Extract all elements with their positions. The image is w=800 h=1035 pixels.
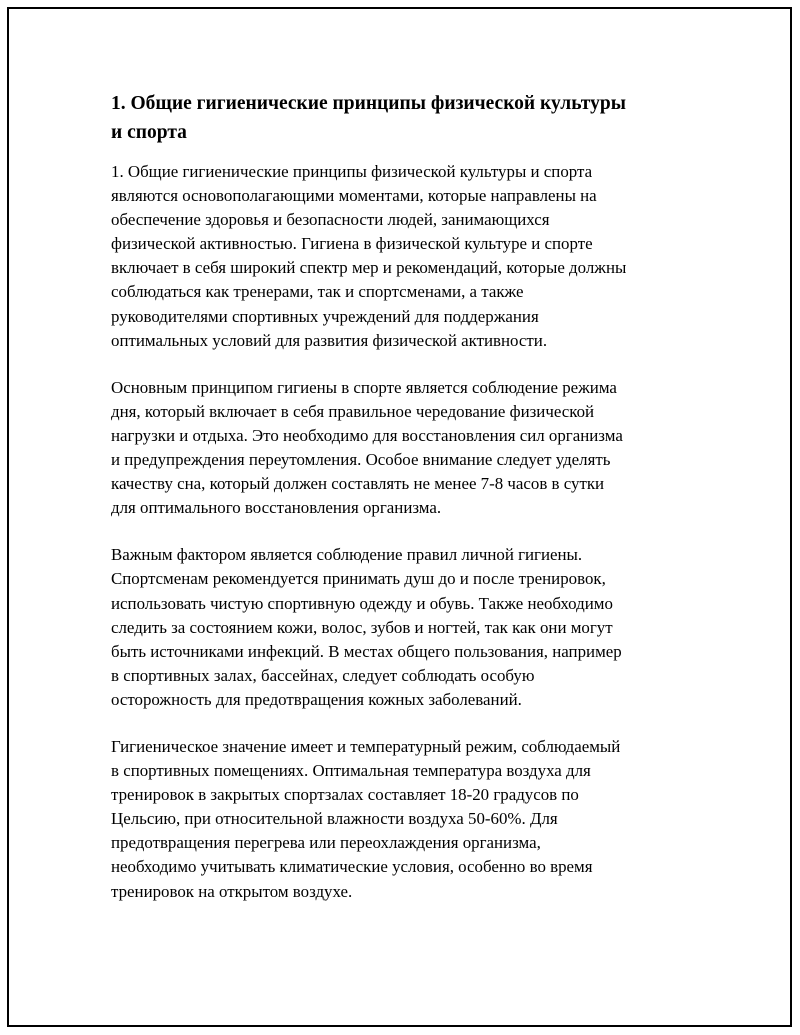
text-line: в спортивных залах, бассейнах, следует соблюдать особую — [111, 665, 535, 685]
paragraph-intro — [111, 160, 691, 353]
text-line: оптимальных условий для развития физической активности. — [111, 330, 548, 350]
text-line: необходимо учитывать климатические условия, особенно во время — [111, 857, 593, 877]
text-line: Важным фактором является соблюдение правил личной гигиены. — [111, 545, 583, 565]
text-line: следить за состоянием кожи, волос, зубов и ногтей, так как они могут — [111, 617, 613, 637]
text-line: соблюдаться как тренерами, так и спортсменами, а также — [111, 282, 524, 302]
text-line: в спортивных помещениях. Оптимальная температура воздуха для — [111, 761, 591, 781]
text-line: 1. Общие гигиенические принципы физической культуры и спорта — [111, 162, 593, 181]
text-line: и предупреждения переутомления. Особое внимание следует уделять — [111, 450, 611, 470]
title-line: 1. Общие гигиенические принципы физической культуры — [111, 93, 626, 114]
paragraph-personal-hygiene — [111, 543, 691, 712]
text-line: Гигиеническое значение имеет и температурный режим, соблюдаемый — [111, 736, 621, 756]
text-line: тренировок на открытом воздухе. — [111, 881, 353, 901]
paragraph-daily-regime — [111, 376, 691, 521]
text-line: обеспечение здоровья и безопасности людей, занимающихся — [111, 210, 550, 230]
text-line: Цельсию, при относительной влажности воздуха 50-60%. Для — [111, 809, 558, 829]
document-title — [111, 89, 691, 147]
text-line: физической активностью. Гигиена в физической культуре и спорте — [111, 234, 593, 254]
text-line: Спортсменам рекомендуется принимать душ до и после тренировок, — [111, 569, 606, 589]
text-line: руководителями спортивных учреждений для поддержания — [111, 306, 539, 326]
text-line: тренировок в закрытых спортзалах составляет 18-20 градусов по — [111, 785, 579, 805]
text-line: Основным принципом гигиены в спорте является соблюдение режима — [111, 377, 617, 397]
text-line: быть источниками инфекций. В местах общего пользования, например — [111, 641, 622, 661]
text-line: качеству сна, который должен составлять не менее 7-8 часов в сутки — [111, 474, 605, 494]
text-line: предотвращения перегрева или переохлаждения организма, — [111, 833, 541, 853]
document-body — [111, 89, 691, 927]
text-line: дня, который включает в себя правильное чередование физической — [111, 401, 595, 421]
paragraph-temperature — [111, 735, 691, 904]
text-line: включает в себя широкий спектр мер и рекомендаций, которые должны — [111, 258, 627, 278]
text-line: нагрузки и отдыха. Это необходимо для восстановления сил организма — [111, 425, 623, 445]
title-line: и спорта — [111, 122, 187, 143]
text-line: использовать чистую спортивную одежду и обувь. Также необходимо — [111, 593, 613, 613]
text-line: являются основополагающими моментами, которые направлены на — [111, 186, 597, 206]
text-line: осторожность для предотвращения кожных заболеваний. — [111, 689, 522, 709]
text-line: для оптимального восстановления организма. — [111, 498, 442, 518]
